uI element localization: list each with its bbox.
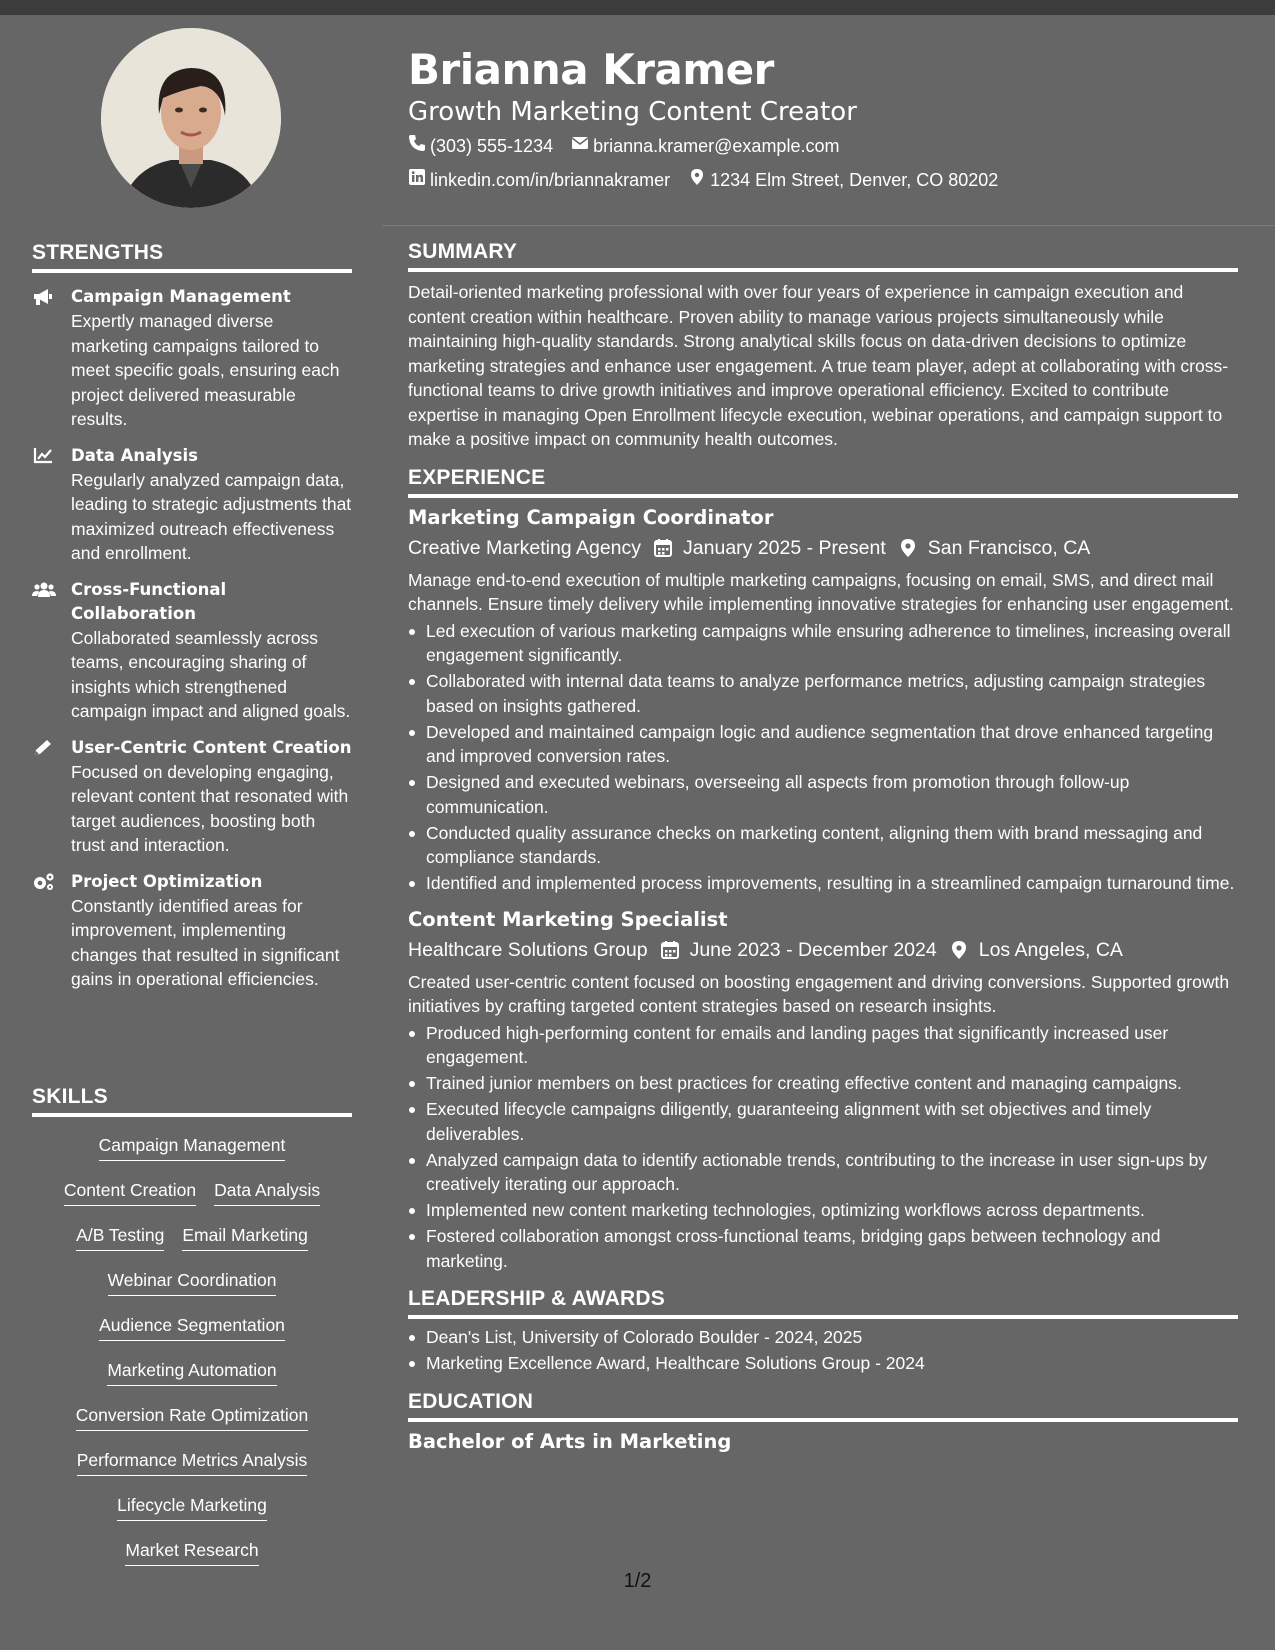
skill-tag: Conversion Rate Optimization <box>76 1405 308 1431</box>
skill-row <box>32 1125 352 1170</box>
chart-line-icon <box>32 446 56 466</box>
job-bullet: Produced high-performing content for emails and landing pages that significantly increased user engagement. <box>408 1021 1238 1070</box>
phone-icon <box>408 130 426 162</box>
skill-tag: Performance Metrics Analysis <box>77 1450 308 1476</box>
summary-text: Detail-oriented marketing professional with over four years of experience in campaign execution and content creation within healthcare. Proven ability to manage various projects simultaneously while maintaining high-quality standards. Strong analytical skills focus on data-driven decisions to optimize marketing strategies and enhance user engagement. A true team player, adept at collaborating with cross-functional teams to drive growth initiatives and improve operational efficiency. Excited to contribute expertise in managing Open Enrollment lifecycle execution, webinar operations, and campaign support to make a positive impact on community health outcomes. <box>408 282 1229 449</box>
skill-tag: Audience Segmentation <box>99 1315 285 1341</box>
skill-row <box>32 1260 352 1305</box>
job-bullet: Developed and maintained campaign logic and audience segmentation that drove enhanced targeting and improved conversion rates. <box>408 720 1238 769</box>
right-column <box>408 240 1238 1456</box>
job-bullet: Trained junior members on best practices for creating effective content and managing campaigns. <box>408 1071 1238 1096</box>
job-title: Marketing Campaign Coordinator <box>408 505 774 529</box>
strength-item <box>32 444 352 566</box>
page-number: 1/2 <box>623 1570 652 1592</box>
skills-section <box>32 1085 352 1575</box>
strengths-title: STRENGTHS <box>32 241 352 273</box>
skill-tag: Campaign Management <box>99 1135 286 1161</box>
skill-tag: Marketing Automation <box>107 1360 276 1386</box>
job-bullet: Conducted quality assurance checks on marketing content, aligning them with brand messaging and compliance standards. <box>408 821 1238 870</box>
phone-contact <box>408 130 553 162</box>
education-title: EDUCATION <box>408 1390 1238 1422</box>
strength-title: Cross-Functional Collaboration <box>71 579 227 623</box>
calendar-icon <box>660 940 680 960</box>
strength-item <box>32 285 352 432</box>
job-description: Manage end-to-end execution of multiple marketing campaigns, focusing on email, SMS, and direct mail channels. Ensure timely delivery while implementing innovative strategies for enhancing user engagement. <box>408 569 1234 614</box>
job-description: Created user-centric content focused on boosting engagement and driving conversions. Supported growth initiatives by crafting targeted content strategies based on research insights. <box>408 971 1230 1016</box>
linkedin-icon <box>408 164 426 196</box>
skill-row <box>32 1350 352 1395</box>
job-bullet: Collaborated with internal data teams to analyze performance metrics, adjusting campaign strategies based on insights gathered. <box>408 669 1238 718</box>
skills-title: SKILLS <box>32 1085 352 1117</box>
summary-section <box>408 240 1238 452</box>
skill-tag: Lifecycle Marketing <box>117 1495 267 1521</box>
strength-item <box>32 578 352 724</box>
strength-text: Expertly managed diverse marketing campaigns tailored to meet specific goals, ensuring each project delivered measurable results. <box>71 311 340 429</box>
calendar-icon <box>653 538 673 558</box>
skill-row <box>32 1485 352 1530</box>
skill-tag: Email Marketing <box>182 1225 307 1251</box>
strengths-section <box>32 241 352 992</box>
skill-row <box>32 1395 352 1440</box>
job-bullet: Designed and executed webinars, overseeing all aspects from promotion through follow-up communication. <box>408 770 1238 819</box>
job-location: San Francisco, CA <box>927 536 1091 559</box>
award-item: Dean's List, University of Colorado Boulder - 2024, 2025 <box>408 1325 1238 1350</box>
award-item: Marketing Excellence Award, Healthcare Solutions Group - 2024 <box>408 1351 1238 1376</box>
job-bullet: Fostered collaboration amongst cross-functional teams, bridging gaps between technology and marketing. <box>408 1224 1238 1273</box>
skill-tag: A/B Testing <box>76 1225 164 1251</box>
envelope-icon <box>571 130 589 162</box>
skill-row <box>32 1305 352 1350</box>
strength-text: Focused on developing engaging, relevant content that resonated with target audiences, boosting both trust and interaction. <box>71 761 349 855</box>
contact-row <box>408 130 1238 162</box>
header-divider <box>382 225 1275 226</box>
address-contact <box>688 164 998 196</box>
map-pin-icon <box>949 940 969 960</box>
users-icon <box>32 580 56 600</box>
job-bullets <box>408 619 1238 896</box>
gears-icon <box>32 872 56 892</box>
map-pin-icon <box>898 538 918 558</box>
strength-title: Campaign Management <box>71 287 291 306</box>
phone-text: (303) 555-1234 <box>430 136 554 156</box>
strength-item <box>32 736 352 858</box>
strength-text: Collaborated seamlessly across teams, encouraging sharing of insights which strengthened campaign impact and aligned goals. <box>71 627 351 721</box>
strength-title: Project Optimization <box>71 871 263 891</box>
contact-row <box>408 164 1238 196</box>
candidate-name: Brianna Kramer <box>408 45 774 94</box>
degree-title: Bachelor of Arts in Marketing <box>408 1429 732 1453</box>
skill-tag: Content Creation <box>64 1180 196 1206</box>
strength-item <box>32 870 352 992</box>
job-entry <box>408 504 1238 896</box>
strength-title: Data Analysis <box>71 445 198 465</box>
skill-row <box>32 1170 352 1215</box>
job-entry <box>408 906 1238 1274</box>
job-bullet: Implemented new content marketing technologies, optimizing workflows across departments. <box>408 1198 1238 1223</box>
map-pin-icon <box>688 164 706 196</box>
company-name: Healthcare Solutions Group <box>408 938 648 961</box>
strength-text: Constantly identified areas for improvement, implementing changes that resulted in significant gains in operational efficiencies. <box>71 895 340 989</box>
job-bullets <box>408 1021 1238 1274</box>
email-text[interactable]: brianna.kramer@example.com <box>593 136 840 156</box>
experience-title: EXPERIENCE <box>408 466 1238 498</box>
job-bullet: Identified and implemented process improvements, resulting in a streamlined campaign turnaround time. <box>408 871 1238 896</box>
resume-header <box>408 42 1238 196</box>
job-dates: June 2023 - December 2024 <box>689 938 937 961</box>
skill-tag: Webinar Coordination <box>108 1270 277 1296</box>
strength-text: Regularly analyzed campaign data, leading to strategic adjustments that maximized outreach effectiveness and enrollment. <box>71 469 352 563</box>
job-meta <box>408 934 1238 966</box>
job-bullet: Led execution of various marketing campaigns while ensuring adherence to timelines, increasing overall engagement significantly. <box>408 619 1238 668</box>
skill-row <box>32 1440 352 1485</box>
job-bullet: Analyzed campaign data to identify actionable trends, contributing to the increase in user sign-ups by creatively iterating our approach. <box>408 1148 1238 1197</box>
job-title: Content Marketing Specialist <box>408 907 728 931</box>
education-section <box>408 1390 1238 1456</box>
megaphone-icon <box>32 287 56 307</box>
top-bar <box>0 0 1275 15</box>
pencil-icon <box>32 738 56 758</box>
linkedin-contact[interactable] <box>408 164 670 196</box>
address-text: 1234 Elm Street, Denver, CO 80202 <box>710 170 999 190</box>
company-name: Creative Marketing Agency <box>408 536 642 559</box>
job-dates: January 2025 - Present <box>683 536 886 559</box>
linkedin-text[interactable]: linkedin.com/in/briannakramer <box>430 170 671 190</box>
awards-section <box>408 1287 1238 1376</box>
awards-list <box>408 1325 1238 1376</box>
profile-photo <box>101 28 281 208</box>
summary-title: SUMMARY <box>408 240 1238 272</box>
experience-section <box>408 466 1238 1274</box>
skill-tag: Market Research <box>125 1540 258 1566</box>
skill-tag: Data Analysis <box>214 1180 320 1206</box>
skill-row <box>32 1530 352 1575</box>
job-meta <box>408 532 1238 564</box>
strength-title: User-Centric Content Creation <box>71 737 352 757</box>
job-bullet: Executed lifecycle campaigns diligently, guaranteeing alignment with set objectives and timely deliverables. <box>408 1097 1238 1146</box>
awards-title: LEADERSHIP & AWARDS <box>408 1287 1238 1319</box>
skill-list <box>32 1125 352 1575</box>
skill-row <box>32 1215 352 1260</box>
job-location: Los Angeles, CA <box>978 938 1123 961</box>
email-contact[interactable] <box>571 130 839 162</box>
candidate-role: Growth Marketing Content Creator <box>408 97 857 127</box>
